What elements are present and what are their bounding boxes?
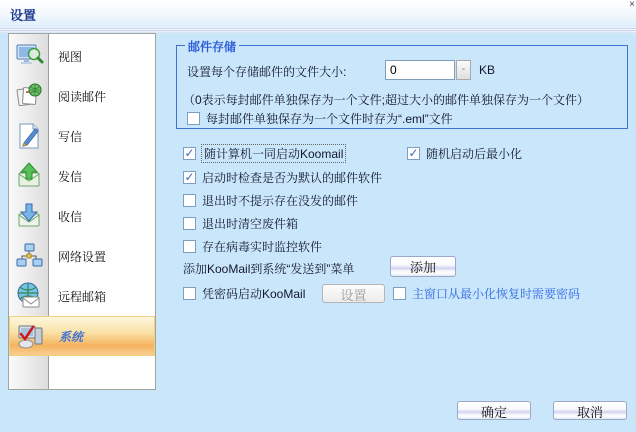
sidebar-item-view[interactable] (9, 36, 155, 76)
network-computers-icon (9, 241, 49, 271)
empty-trash-checkbox[interactable] (183, 217, 196, 230)
system-computer-check-icon (10, 321, 50, 351)
sidebar-item-label: 网络设置 (58, 249, 107, 264)
eml-checkbox[interactable] (187, 112, 200, 125)
no-unsent-prompt-checkbox[interactable] (183, 194, 196, 207)
sidebar-item-receive[interactable] (9, 196, 155, 236)
eml-checkbox-label[interactable]: 每封邮件单独保存为一个文件时存为“.eml”文件 (206, 112, 453, 126)
option-row-antivirus (183, 239, 322, 254)
restore-password-checkbox[interactable] (393, 287, 406, 300)
sidebar-item-system[interactable] (9, 316, 155, 356)
add-button[interactable]: 添加 (390, 256, 456, 277)
password-start-label[interactable]: 凭密码启动KooMail (202, 287, 306, 301)
cancel-button[interactable]: 取消 (553, 401, 627, 420)
close-icon[interactable]: × (629, 0, 635, 10)
option-row-autostart (183, 146, 345, 161)
option-row-no-unsent-prompt (183, 193, 358, 208)
sidebar-item-network[interactable] (9, 236, 155, 276)
sidebar-item-remote-mailbox[interactable] (9, 276, 155, 316)
restore-password-label[interactable]: 主窗口从最小化恢复时需要密码 (412, 287, 581, 301)
minimize-after-start-checkbox[interactable]: ✓ (408, 147, 419, 160)
sidebar-item-label: 写信 (58, 129, 83, 144)
sidebar-item-label: 发信 (58, 169, 83, 184)
group-title: 邮件存储 (185, 38, 239, 55)
envelopes-globe-icon (9, 81, 49, 111)
antivirus-label[interactable]: 存在病毒实时监控软件 (202, 240, 323, 254)
size-note: （0表示每封邮件单独保存为一个文件;超过大小的邮件单独保存为一个文件） (183, 93, 590, 107)
window-title: 设置 (10, 8, 37, 23)
sidebar-item-label: 阅读邮件 (58, 89, 107, 104)
sidebar-item-label: 系统 (59, 329, 84, 344)
receive-arrow-icon (9, 201, 49, 231)
default-client-checkbox[interactable]: ✓ (184, 171, 195, 184)
monitor-magnifier-icon (9, 41, 49, 71)
size-unit-label: KB (479, 63, 496, 77)
password-start-checkbox[interactable] (183, 287, 196, 300)
sidebar-item-write[interactable] (9, 116, 155, 156)
password-settings-button[interactable]: 设置 (322, 284, 385, 303)
option-row-restore-password (393, 286, 580, 301)
sidebar-item-send[interactable] (9, 156, 155, 196)
option-row-minimize-after-start (407, 146, 522, 161)
sendto-label: 添加KooMail到系统“发送到”菜单 (183, 262, 355, 276)
sidebar-item-label: 远程邮箱 (58, 289, 107, 304)
size-label: 设置每个存储邮件的文件大小: (187, 65, 347, 79)
size-spinner-button[interactable]: - (456, 60, 471, 80)
antivirus-checkbox[interactable] (183, 240, 196, 253)
page-pen-icon (9, 121, 49, 151)
sidebar-item-label: 视图 (58, 49, 83, 64)
no-unsent-prompt-label[interactable]: 退出时不提示存在没发的邮件 (202, 194, 359, 208)
default-client-label[interactable]: 启动时检查是否为默认的邮件软件 (202, 171, 383, 185)
autostart-checkbox[interactable]: ✓ (184, 147, 195, 160)
autostart-label[interactable]: 随计算机一同启动Koomail (204, 147, 344, 161)
eml-checkbox-row (187, 110, 453, 127)
option-row-empty-trash (183, 216, 298, 231)
size-input[interactable] (385, 60, 455, 80)
title-bar (0, 0, 636, 27)
empty-trash-label[interactable]: 退出时清空废件箱 (202, 217, 299, 231)
mail-storage-group (176, 40, 628, 129)
settings-sidebar (8, 33, 156, 390)
sidebar-item-read-mail[interactable] (9, 76, 155, 116)
option-row-password-start (183, 286, 305, 301)
sidebar-item-label: 收信 (58, 209, 83, 224)
send-arrow-icon (9, 161, 49, 191)
globe-envelope-icon (9, 281, 49, 311)
ok-button[interactable]: 确定 (457, 401, 531, 420)
minimize-after-start-label[interactable]: 随机启动后最小化 (426, 147, 523, 161)
option-row-default-client-check (183, 170, 382, 185)
